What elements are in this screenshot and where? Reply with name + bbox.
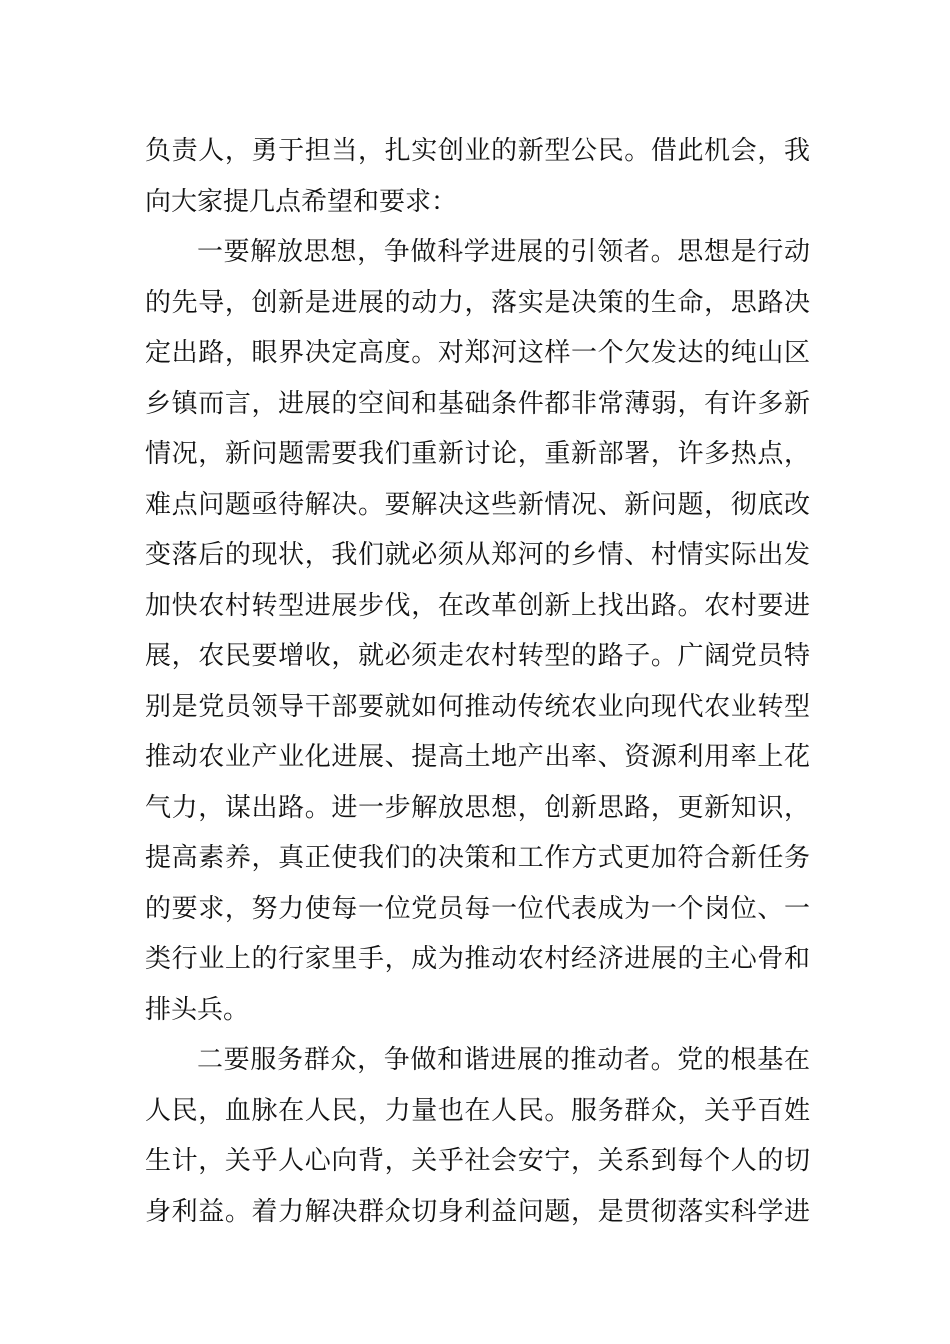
body-text xyxy=(145,126,810,1237)
text-line: 生计，关乎人心向背，关乎社会安宁，关系到每个人的切 xyxy=(145,1146,810,1176)
text-line: 排头兵。 xyxy=(145,994,250,1025)
text-line: 的先导，创新是进展的动力，落实是决策的生命，思路决 xyxy=(145,287,810,318)
text-line: 人民，血脉在人民，力量也在人民。服务群众，关乎百姓 xyxy=(145,1095,810,1126)
text-line: 推动农业产业化进展、提高土地产出率、资源利用率上花 xyxy=(145,742,810,772)
text-line: 乡镇而言，进展的空间和基础条件都非常薄弱，有许多新 xyxy=(145,388,810,419)
text-line: 一要解放思想，争做科学进展的引领者。思想是行动 xyxy=(197,237,810,267)
text-line: 的要求，努力使每一位党员每一位代表成为一个岗位、一 xyxy=(145,893,810,924)
text-line: 气力，谋出路。进一步解放思想，创新思路，更新知识， xyxy=(145,792,810,823)
text-line: 展，农民要增收，就必须走农村转型的路子。广阔党员特 xyxy=(145,641,810,671)
text-line: 难点问题亟待解决。要解决这些新情况、新问题，彻底改 xyxy=(145,489,810,520)
text-line: 类行业上的行家里手，成为推动农村经济进展的主心骨和 xyxy=(145,944,810,974)
text-line: 负责人，勇于担当，扎实创业的新型公民。借此机会，我 xyxy=(145,136,810,166)
text-line: 身利益。着力解决群众切身利益问题，是贯彻落实科学进 xyxy=(145,1196,810,1227)
text-line: 别是党员领导干部要就如何推动传统农业向现代农业转型 xyxy=(145,691,810,722)
text-line: 情况，新问题需要我们重新讨论，重新部署，许多热点， xyxy=(145,439,810,469)
text-line: 二要服务群众，争做和谐进展的推动者。党的根基在 xyxy=(197,1045,810,1075)
text-line: 加快农村转型进展步伐，在改革创新上找出路。农村要进 xyxy=(145,590,810,621)
text-line: 变落后的现状，我们就必须从郑河的乡情、村情实际出发 xyxy=(145,540,810,570)
text-line: 定出路，眼界决定高度。对郑河这样一个欠发达的纯山区 xyxy=(145,338,810,368)
text-line: 向大家提几点希望和要求： xyxy=(145,186,458,217)
text-line: 提高素养，真正使我们的决策和工作方式更加符合新任务 xyxy=(145,843,810,873)
